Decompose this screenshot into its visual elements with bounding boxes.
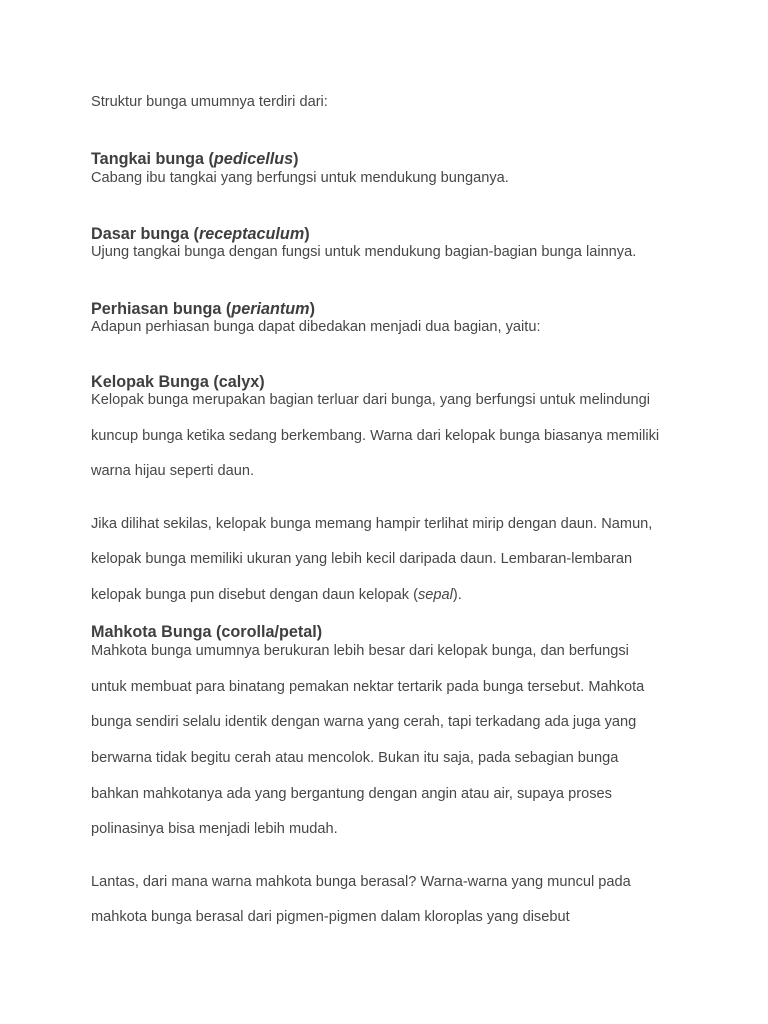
text-line: kuncup bunga ketika sedang berkembang. Warna dari kelopak bunga biasanya memiliki — [91, 428, 660, 444]
heading-tangkai-bunga — [91, 150, 298, 169]
heading-text: ) — [304, 225, 310, 243]
text-line: kelopak bunga memiliki ukuran yang lebih kecil daripada daun. Lembaran-lembaran — [91, 551, 633, 567]
text-line: bunga sendiri selalu identik dengan warna yang cerah, tapi terkadang ada juga yang — [91, 714, 637, 730]
latin-term: pedicellus — [213, 150, 294, 168]
heading-mahkota-bunga: Mahkota Bunga (corolla/petal) — [91, 623, 323, 641]
heading-text: Dasar bunga ( — [91, 225, 199, 243]
text-line: polinasinya bisa menjadi lebih mudah. — [91, 821, 338, 837]
heading-text: ) — [293, 150, 299, 168]
text-line: Mahkota bunga umumnya berukuran lebih besar dari kelopak bunga, dan berfungsi — [91, 643, 629, 659]
heading-dasar-bunga — [91, 225, 310, 244]
heading-kelopak-bunga: Kelopak Bunga (calyx) — [91, 373, 265, 391]
heading-perhiasan-bunga — [91, 300, 315, 319]
text-line — [91, 587, 462, 604]
heading-text: Tangkai bunga ( — [91, 150, 214, 168]
text-line: bahkan mahkotanya ada yang bergantung dengan angin atau air, supaya proses — [91, 786, 612, 802]
heading-text: ) — [309, 300, 315, 318]
latin-term: receptaculum — [198, 225, 305, 243]
text-segment: kelopak bunga pun disebut dengan daun kelopak ( — [91, 587, 418, 603]
text-line: mahkota bunga berasal dari pigmen-pigmen dalam kloroplas yang disebut — [91, 909, 570, 925]
text-line: berwarna tidak begitu cerah atau mencolok. Bukan itu saja, pada sebagian bunga — [91, 750, 619, 766]
text-line: Kelopak bunga merupakan bagian terluar dari bunga, yang berfungsi untuk melindungi — [91, 392, 651, 408]
heading-text: Perhiasan bunga ( — [91, 300, 232, 318]
text-line: warna hijau seperti daun. — [91, 463, 255, 479]
intro-text: Struktur bunga umumnya terdiri dari: — [91, 94, 328, 110]
text-line: Lantas, dari mana warna mahkota bunga berasal? Warna-warna yang muncul pada — [91, 874, 631, 890]
text-segment: ). — [452, 587, 462, 603]
latin-term: periantum — [231, 300, 310, 318]
body-perhiasan-bunga: Adapun perhiasan bunga dapat dibedakan menjadi dua bagian, yaitu: — [91, 319, 541, 335]
text-line: untuk membuat para binatang pemakan nektar tertarik pada bunga tersebut. Mahkota — [91, 679, 645, 695]
body-tangkai-bunga: Cabang ibu tangkai yang berfungsi untuk mendukung bunganya. — [91, 170, 509, 186]
body-dasar-bunga: Ujung tangkai bunga dengan fungsi untuk mendukung bagian-bagian bunga lainnya. — [91, 244, 637, 260]
latin-term: sepal — [418, 587, 453, 603]
text-line: Jika dilihat sekilas, kelopak bunga memang hampir terlihat mirip dengan daun. Namun, — [91, 516, 653, 532]
